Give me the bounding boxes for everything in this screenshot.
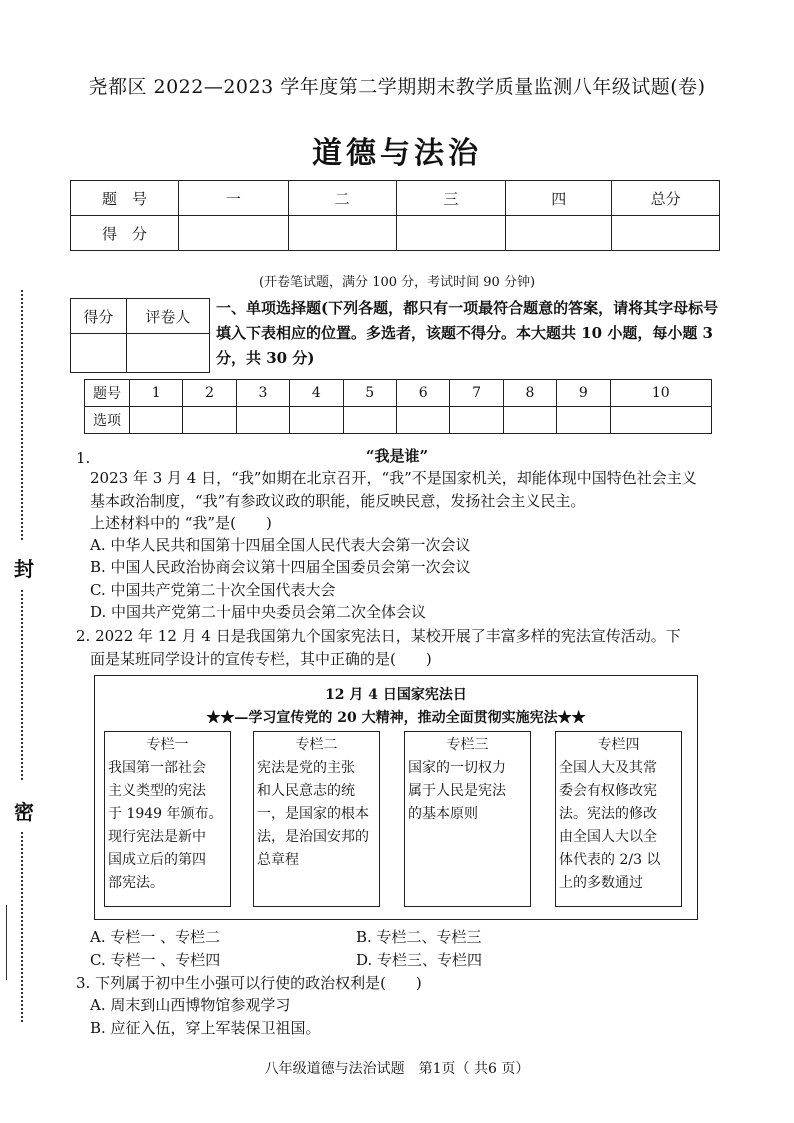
answer-number: 2 <box>183 380 236 407</box>
column-line: 主义类型的宪法 <box>108 783 206 799</box>
score-table-score-row <box>71 216 720 251</box>
column-line: 法。宪法的修改 <box>559 806 657 822</box>
column-line: 属于人民是宪法 <box>408 783 506 799</box>
answer-number: 10 <box>610 380 711 407</box>
column-line: 法，是治国安邦的 <box>257 829 369 845</box>
answer-number: 3 <box>236 380 289 407</box>
binding-solid-line <box>6 905 7 980</box>
column-line: 全国人大及其常 <box>559 760 657 776</box>
q1-question: 上述材料中的 “我”是( ) <box>90 514 272 532</box>
column-4-title: 专栏四 <box>597 737 640 753</box>
score-table-col: 三 <box>396 181 506 216</box>
binding-mark-mi: 密 <box>14 800 34 824</box>
poster-title: 12 月 4 日国家宪法日 <box>325 687 467 703</box>
score-row-label: 得 分 <box>71 216 179 251</box>
column-line: 委会有权修改宪 <box>559 783 657 799</box>
binding-dotted-line <box>21 590 23 780</box>
q2-poster-box <box>94 675 698 920</box>
grader-score-label: 得分 <box>71 299 127 334</box>
answer-cell[interactable] <box>343 407 396 434</box>
answer-table <box>84 379 712 434</box>
column-4 <box>555 731 682 907</box>
q1-option-d: D. 中国共产党第二十届中央委员会第二次全体会议 <box>90 603 427 621</box>
answer-number: 6 <box>396 380 449 407</box>
answer-table-number-row <box>85 380 712 407</box>
q3-option-a: A. 周末到山西博物馆参观学习 <box>90 996 291 1014</box>
column-line: 国家的一切权力 <box>408 760 506 776</box>
exam-title: 尧都区 2022—2023 学年度第二学期期末教学质量监测八年级试题(卷) <box>88 76 706 98</box>
column-2-title: 专栏二 <box>295 737 338 753</box>
column-line: 体代表的 2/3 以 <box>559 852 661 868</box>
column-line: 宪法是党的主张 <box>257 760 355 776</box>
column-line: 现行宪法是新中 <box>108 829 206 845</box>
grader-reviewer-cell[interactable] <box>126 334 209 373</box>
column-line: 上的多数通过 <box>559 875 643 891</box>
binding-dotted-line <box>21 290 23 540</box>
column-line: 的基本原则 <box>408 806 478 822</box>
answer-cell[interactable] <box>503 407 556 434</box>
answer-cell[interactable] <box>610 407 711 434</box>
binding-dotted-line <box>21 832 23 1022</box>
q2-option-b: B. 专栏二、专栏三 <box>356 928 482 946</box>
answer-table-label: 题号 <box>85 380 130 407</box>
section1-instructions: 一、单项选择题(下列各题，都只有一项最符合题意的答案，请将其字母标号填入下表相应的位置。多选者，该题不得分。本大题共 10 小题，每小题 3 分，共 30 分) <box>216 299 719 367</box>
poster-slogan: ★★—学习宣传党的 20 大精神，推动全面贯彻实施宪法★★ <box>206 710 586 726</box>
q1-option-b: B. 中国人民政治协商会议第十四届全国委员会第一次会议 <box>90 558 471 576</box>
answer-cell[interactable] <box>396 407 449 434</box>
grader-score-cell[interactable] <box>71 334 127 373</box>
answer-cell[interactable] <box>557 407 610 434</box>
score-table-header-row <box>71 181 720 216</box>
column-1-title: 专栏一 <box>146 737 189 753</box>
column-line: 总章程 <box>257 852 299 868</box>
answer-cell[interactable] <box>183 407 236 434</box>
score-cell[interactable] <box>288 216 396 251</box>
q3-option-b: B. 应征入伍，穿上军装保卫祖国。 <box>90 1019 321 1037</box>
column-line: 国成立后的第四 <box>108 852 206 868</box>
score-table-col: 四 <box>506 181 612 216</box>
answer-number: 9 <box>557 380 610 407</box>
q2-stem-line1: 2. 2022 年 12 月 4 日是我国第九个国家宪法日，某校开展了丰富多样的宪法宣传活动。下 <box>76 627 681 645</box>
q2-option-d: D. 专栏三、专栏四 <box>356 951 483 969</box>
q1-option-c: C. 中国共产党第二十次全国代表大会 <box>90 581 336 599</box>
column-line: 我国第一部社会 <box>108 760 206 776</box>
column-line: 和人民意志的统 <box>257 783 355 799</box>
page-footer: 八年级道德与法治试题 第1页（ 共6 页） <box>264 1061 530 1077</box>
column-line: 一，是国家的根本 <box>257 806 369 822</box>
answer-cell[interactable] <box>450 407 503 434</box>
score-cell[interactable] <box>396 216 506 251</box>
column-line: 于 1949 年颁布。 <box>108 806 223 822</box>
q2-stem-line2: 面是某班同学设计的宣传专栏，其中正确的是( ) <box>90 650 432 668</box>
column-3 <box>404 731 531 907</box>
column-line: 部宪法。 <box>108 875 164 891</box>
binding-mark-feng: 封 <box>14 557 34 581</box>
answer-option-label: 选项 <box>85 407 130 434</box>
column-3-title: 专栏三 <box>446 737 489 753</box>
q2-option-c: C. 专栏一 、专栏四 <box>90 951 221 969</box>
grader-reviewer-label: 评卷人 <box>126 299 209 334</box>
score-cell[interactable] <box>178 216 288 251</box>
q1-material-line2: 基本政治制度，“我”有参政议政的职能，能反映民意，发扬社会主义民主。 <box>90 492 586 510</box>
score-cell[interactable] <box>612 216 720 251</box>
answer-number: 8 <box>503 380 556 407</box>
exam-note: (开卷笔试题，满分 100 分，考试时间 90 分钟) <box>258 275 536 290</box>
answer-number: 4 <box>290 380 343 407</box>
column-2 <box>253 731 380 907</box>
q1-material-line1: 2023 年 3 月 4 日，“我”如期在北京召开，“我”不是国家机关，却能体现中国特色社会主义 <box>90 469 697 487</box>
answer-cell[interactable] <box>130 407 183 434</box>
subject-title: 道德与法治 <box>312 136 482 171</box>
q1-number: 1. <box>76 449 91 467</box>
q3-stem: 3. 下列属于初中生小强可以行使的政治权利是( ) <box>76 974 422 992</box>
q1-option-a: A. 中华人民共和国第十四届全国人民代表大会第一次会议 <box>90 536 471 554</box>
answer-cell[interactable] <box>236 407 289 434</box>
score-table <box>70 180 720 251</box>
q2-option-a: A. 专栏一 、专栏二 <box>90 928 221 946</box>
grader-table <box>70 298 210 373</box>
answer-table-option-row <box>85 407 712 434</box>
column-line: 由全国人大以全 <box>559 829 657 845</box>
q1-title: “我是谁” <box>365 447 429 465</box>
answer-cell[interactable] <box>290 407 343 434</box>
answer-number: 7 <box>450 380 503 407</box>
score-table-col: 一 <box>178 181 288 216</box>
column-1 <box>104 731 231 907</box>
answer-number: 5 <box>343 380 396 407</box>
answer-number: 1 <box>130 380 183 407</box>
score-table-label: 题 号 <box>71 181 179 216</box>
score-table-col: 二 <box>288 181 396 216</box>
score-cell[interactable] <box>506 216 612 251</box>
score-table-col: 总分 <box>612 181 720 216</box>
